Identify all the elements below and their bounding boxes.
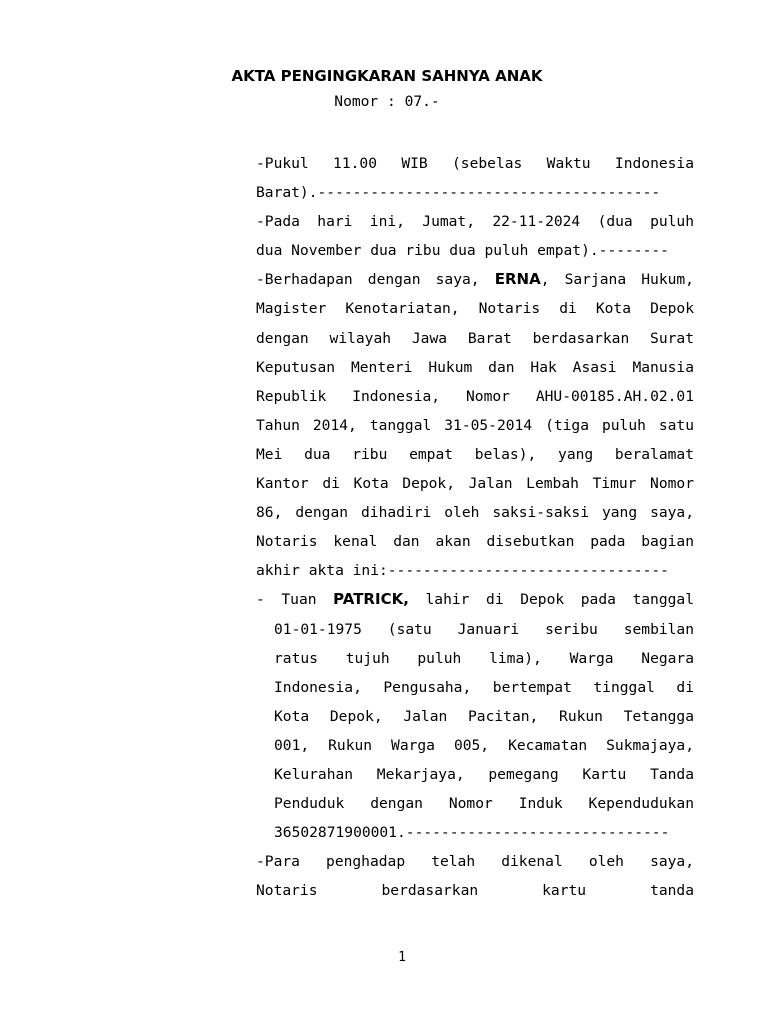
body-line: 36502871900001.------------------------------ [274, 824, 670, 842]
document-number: Nomor : 07.- [334, 93, 440, 110]
body-line: 001, Rukun Warga 005, Kecamatan Sukmajaya, [274, 736, 694, 754]
notary-name: ERNA [494, 270, 541, 289]
body-text-segment: lahir di Depok pada tanggal [425, 591, 694, 609]
body-line: Tahun 2014, tanggal 31-05-2014 (tiga puluh satu [256, 416, 694, 434]
body-line: dengan wilayah Jawa Barat berdasarkan Surat [256, 329, 694, 347]
body-line: 86, dengan dihadiri oleh saksi-saksi yang saya, [256, 504, 694, 522]
body-line: Indonesia, Pengusaha, bertempat tinggal di [274, 678, 694, 696]
body-text-segment: , Sarjana Hukum, [540, 271, 694, 289]
body-line [256, 265, 694, 294]
body-line: Mei dua ribu empat belas), yang beralamat [256, 445, 694, 463]
document-title: AKTA PENGINGKARAN SAHNYA ANAK [231, 67, 543, 85]
body-text-segment: - Tuan [256, 591, 317, 609]
body-line [256, 585, 694, 614]
body-line: Keputusan Menteri Hukum dan Hak Asasi Manusia [256, 358, 694, 376]
body-line: Kelurahan Mekarjaya, pemegang Kartu Tanda [274, 765, 694, 783]
body-line: -Pukul 11.00 WIB (sebelas Waktu Indonesia [256, 155, 694, 172]
body-line: Republik Indonesia, Nomor AHU-00185.AH.02.01 [256, 387, 694, 405]
body-line: ratus tujuh puluh lima), Warga Negara [274, 649, 694, 667]
body-line: Magister Kenotariatan, Notaris di Kota Depok [256, 300, 694, 318]
body-line: Notaris berdasarkan kartu tanda [256, 882, 694, 900]
body-line: Notaris kenal dan akan disebutkan pada bagian [256, 533, 694, 551]
body-line: Kota Depok, Jalan Pacitan, Rukun Tetangga [274, 707, 694, 725]
document-body [256, 149, 694, 905]
body-text-segment: -Berhadapan dengan saya, [256, 271, 480, 289]
body-line: -Pada hari ini, Jumat, 22-11-2024 (dua puluh [256, 213, 694, 231]
body-line: dua November dua ribu dua puluh empat).-------- [256, 242, 669, 260]
body-line: akhir akta ini:-------------------------------- [256, 562, 669, 580]
body-line: -Para penghadap telah dikenal oleh saya, [256, 853, 694, 871]
appearer-name: PATRICK, [333, 590, 409, 609]
body-line: 01-01-1975 (satu Januari seribu sembilan [274, 620, 694, 638]
body-line: Kantor di Kota Depok, Jalan Lembah Timur Nomor [256, 475, 694, 493]
body-line: Barat).--------------------------------------- [256, 184, 661, 202]
body-line: Penduduk dengan Nomor Induk Kependudukan [274, 795, 694, 813]
page-number: 1 [398, 950, 406, 965]
